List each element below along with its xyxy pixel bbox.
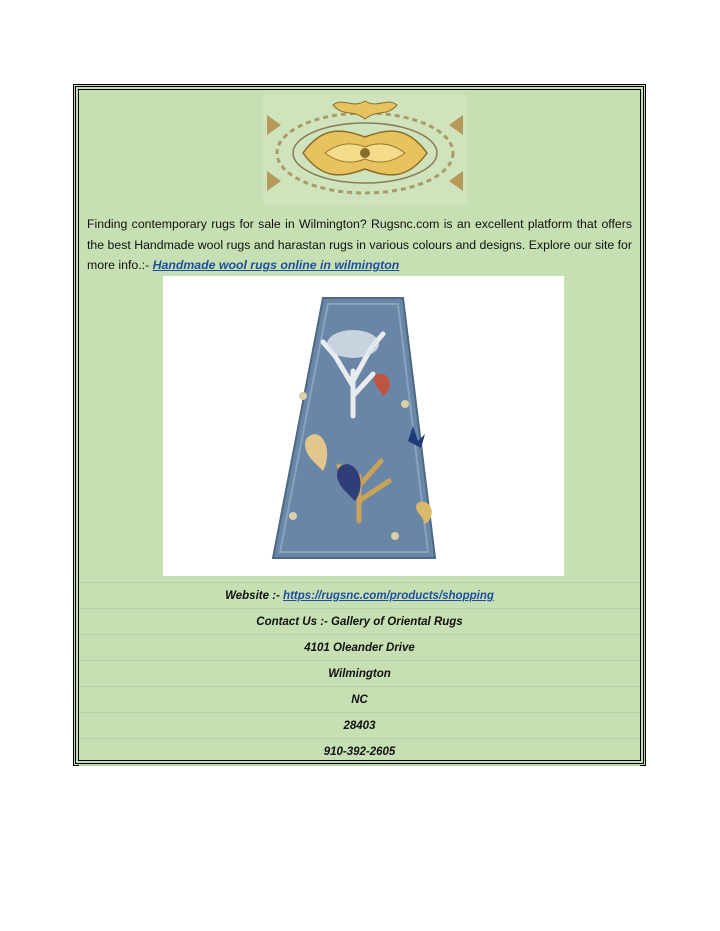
- website-label: Website :-: [225, 590, 284, 602]
- website-row: [79, 582, 640, 609]
- contact-row: [79, 608, 640, 635]
- phone-row: [79, 738, 640, 766]
- rug-pattern-banner-image: [263, 95, 467, 205]
- document-frame: [73, 84, 646, 766]
- document-inner-frame: [78, 89, 641, 761]
- rug-product-image: [163, 276, 564, 576]
- street-row: [79, 634, 640, 661]
- intro-paragraph: [87, 214, 632, 276]
- intro-text: Finding contemporary rugs for sale in Wilmington? Rugsnc.com is an excellent platform that offers the best Handmade wool rugs and harastan rugs in various colours and designs. Explore our site for more info.:-: [87, 217, 632, 272]
- zip-text: 28403: [343, 720, 376, 732]
- contact-text: Contact Us :- Gallery of Oriental Rugs: [256, 616, 463, 628]
- zip-row: [79, 712, 640, 739]
- state-text: NC: [351, 694, 368, 706]
- street-text: 4101 Oleander Drive: [304, 642, 415, 654]
- website-link[interactable]: https://rugsnc.com/products/shopping: [283, 590, 494, 602]
- handmade-rugs-link[interactable]: Handmade wool rugs online in wilmington: [152, 258, 400, 272]
- phone-text: 910-392-2605: [323, 746, 396, 758]
- city-row: [79, 660, 640, 687]
- city-text: Wilmington: [328, 668, 391, 680]
- state-row: [79, 686, 640, 713]
